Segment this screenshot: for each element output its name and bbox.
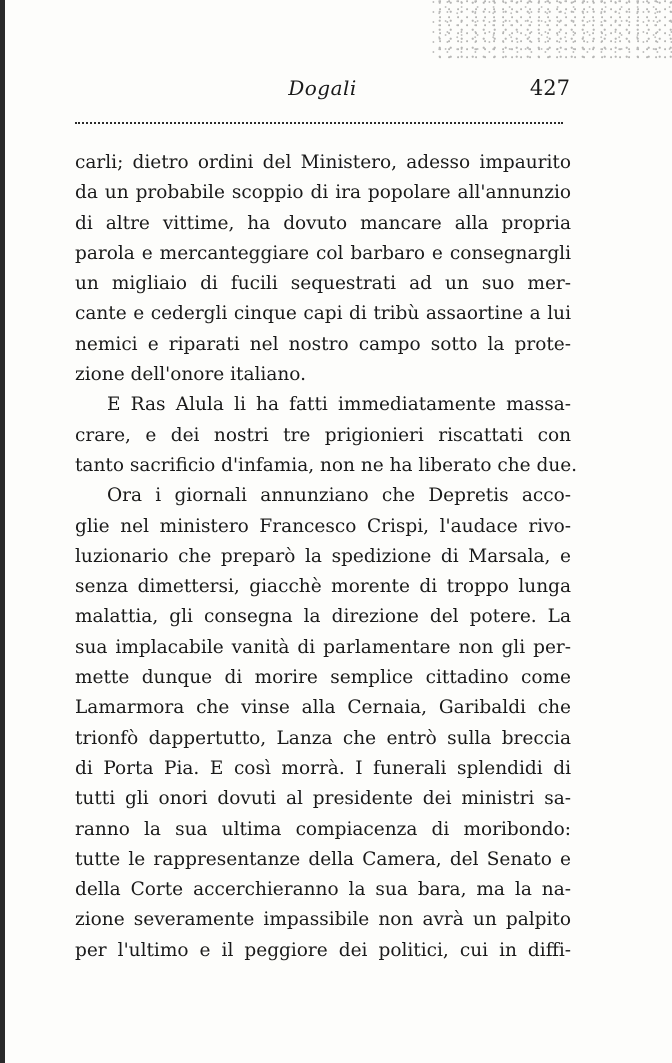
text-line: tanto sacrificio d'infamia, non ne ha liberato che due. bbox=[75, 454, 578, 476]
text-line: E Ras Alula li ha fatti immediatamente massa- bbox=[107, 394, 571, 416]
text-line: di altre vittime, ha dovuto mancare alla propria bbox=[75, 212, 571, 234]
running-title: Dogali bbox=[288, 76, 357, 100]
text-line: di Porta Pia. E così morrà. I funerali splendidi di bbox=[75, 757, 571, 779]
text-line: crare, e dei nostri tre prigionieri riscattati con bbox=[75, 424, 571, 446]
text-line: carli; dietro ordini del Ministero, adesso impaurito bbox=[75, 152, 571, 173]
text-line: ranno la sua ultima compiacenza di moribondo: bbox=[75, 818, 571, 840]
page-header bbox=[75, 76, 570, 104]
text-line: della Corte accerchieranno la sua bara, ma la na- bbox=[75, 879, 571, 901]
page-speckle bbox=[432, 0, 672, 60]
text-line: cante e cedergli cinque capi di tribù assaortine a lui bbox=[75, 303, 571, 325]
page-binding-edge bbox=[0, 0, 5, 1063]
text-line: parola e mercanteggiare col barbaro e consegnargli bbox=[75, 242, 571, 264]
text-line: tutti gli onori dovuti al presidente dei ministri sa- bbox=[75, 788, 571, 810]
text-line: da un probabile scoppio di ira popolare all'annunzio bbox=[75, 182, 571, 204]
text-line: luzionario che preparò la spedizione di Marsala, e bbox=[75, 545, 571, 567]
text-line: sua implacabile vanità di parlamentare non gli per- bbox=[75, 636, 571, 658]
text-line: zione severamente impassibile non avrà un palpito bbox=[75, 909, 571, 931]
body-text bbox=[75, 148, 578, 966]
page-number: 427 bbox=[529, 76, 570, 100]
text-line: Ora i giornali annunziano che Depretis acco- bbox=[107, 485, 571, 507]
text-line: Lamarmora che vinse alla Cernaia, Garibaldi che bbox=[75, 697, 571, 719]
text-line: per l'ultimo e il peggiore dei politici, cui in diffi- bbox=[75, 939, 571, 961]
text-line: mette dunque di morire semplice cittadino come bbox=[75, 667, 571, 689]
header-rule bbox=[75, 122, 563, 124]
text-line: tutte le rappresentanze della Camera, del Senato e bbox=[75, 848, 571, 870]
text-line: trionfò dappertutto, Lanza che entrò sulla breccia bbox=[75, 727, 571, 749]
text-line: zione dell'onore italiano. bbox=[75, 364, 306, 386]
text-line: senza dimettersi, giacchè morente di troppo lunga bbox=[75, 576, 571, 598]
text-line: glie nel ministero Francesco Crispi, l'audace rivo- bbox=[75, 515, 571, 537]
text-line: nemici e riparati nel nostro campo sotto la prote- bbox=[75, 333, 571, 355]
text-line: malattia, gli consegna la direzione del potere. La bbox=[75, 606, 571, 628]
text-line: un migliaio di fucili sequestrati ad un suo mer- bbox=[75, 273, 571, 295]
